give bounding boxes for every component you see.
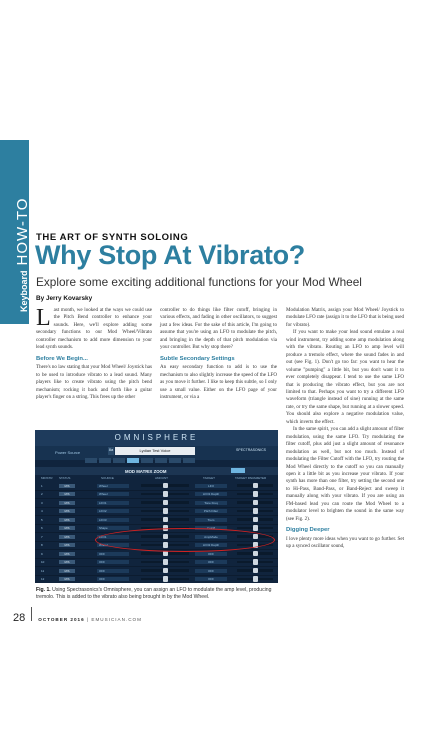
paragraph: Modulation Matrix, assign your Mod Wheel/ Joystick to modulate LFO rate (assign it to the LFO that is being used for vibrato). xyxy=(286,307,404,328)
mod-matrix-row xyxy=(35,482,278,491)
row-status-button[interactable]: M/S xyxy=(59,484,75,488)
row-status-button[interactable]: M/S xyxy=(59,560,75,564)
tab xyxy=(85,458,97,463)
paragraph xyxy=(36,307,152,352)
row-source-select[interactable]: LFO1 xyxy=(97,501,129,505)
row-target-select[interactable]: OFF xyxy=(195,569,227,573)
row-target-select[interactable]: Pitch Filter xyxy=(195,509,227,513)
body-column-1 xyxy=(36,307,152,401)
row-source-select[interactable]: LFO2 xyxy=(97,509,129,513)
row-number: 8 xyxy=(41,543,43,547)
amount-slider-handle[interactable] xyxy=(163,508,168,514)
row-source-select[interactable]: OFF xyxy=(97,569,129,573)
row-number: 4 xyxy=(41,509,43,513)
target-parameter-handle[interactable] xyxy=(253,500,258,506)
figure-caption xyxy=(36,587,280,601)
side-tab-section: HOW-TO xyxy=(14,197,31,266)
row-status-button[interactable]: M/S xyxy=(59,501,75,505)
column-header: TARGET xyxy=(203,476,215,480)
row-status-button[interactable]: M/S xyxy=(59,543,75,547)
tab xyxy=(113,458,125,463)
amount-slider-handle[interactable] xyxy=(163,576,168,582)
row-source-select[interactable]: OFF xyxy=(97,577,129,581)
row-target-select[interactable]: LFO xyxy=(195,484,227,488)
mod-matrix-column-headers xyxy=(35,475,278,481)
row-status-button[interactable]: M/S xyxy=(59,526,75,530)
amount-slider-handle[interactable] xyxy=(163,568,168,574)
mod-matrix-row xyxy=(35,491,278,500)
row-source-select[interactable]: OFF xyxy=(97,560,129,564)
article-byline: By Jerry Kovarsky xyxy=(36,295,93,302)
row-number: 12 xyxy=(41,577,45,581)
row-number: 11 xyxy=(41,568,45,573)
row-source-select[interactable]: Shape xyxy=(97,526,129,530)
target-parameter-handle[interactable] xyxy=(253,483,258,489)
row-status-button[interactable]: M/S xyxy=(59,577,75,581)
tab xyxy=(169,458,181,463)
target-parameter-handle[interactable] xyxy=(253,551,258,557)
row-number: 7 xyxy=(41,534,43,539)
page-tabs xyxy=(85,458,195,463)
page-number: 28 xyxy=(13,612,26,624)
row-status-button[interactable]: M/S xyxy=(59,569,75,573)
tab xyxy=(99,458,111,463)
target-parameter-handle[interactable] xyxy=(253,559,258,565)
caption-text: Using Spectrasonics's Omnisphere, you can assign an LFO to modulate the amp level, producing tremolo. This is added to the vibrato also being brought in by the Mod Wheel. xyxy=(36,587,272,600)
row-number: 9 xyxy=(41,551,43,556)
paragraph: I love plenty more ideas when you want to go further. Set up a synced oscillator sound, xyxy=(286,535,404,550)
app-brand: SPECTRASONICS xyxy=(236,448,266,452)
row-number: 2 xyxy=(41,492,43,496)
app-logo: OMNISPHERE xyxy=(114,433,199,442)
patch-number: 8a xyxy=(108,447,114,455)
row-number: 10 xyxy=(41,560,45,564)
tab xyxy=(141,458,153,463)
caption-label: Fig. 1. xyxy=(36,587,51,593)
mod-matrix-page-selector xyxy=(231,468,245,473)
row-target-select[interactable]: LFO2 Depth xyxy=(195,543,227,547)
row-number: 5 xyxy=(41,517,43,522)
body-column-3 xyxy=(286,307,404,551)
paragraph: If you want to make your lead sound emulate a real wind instrument, try adding some amp modulation along with the vibrato. Routing an LFO to amp level will produce a tremolo effect, where the sound fades in and out (see Fig. 1). Don't go too far: you want to hear the volume "pumping" a little bit, but you don't want it to ever completely disappear. I tend to use the same LFO that is producing the vibrato effect, but you are not limited to that. Perhaps you want to try a different LFO waveform (triangle instead of sine) running at the same rate, or try the same shape, but running at a slower speed. You should also explore a negative modulation value, which inverts the effect. xyxy=(286,329,404,425)
row-target-select[interactable]: LFO1 Depth xyxy=(195,492,227,496)
section-side-tab xyxy=(0,140,29,324)
article-deck: Explore some exciting additional functions for your Mod Wheel xyxy=(36,275,362,289)
row-source-select[interactable]: Wheel xyxy=(97,543,129,547)
target-parameter-handle[interactable] xyxy=(253,568,258,574)
column-header: TARGET PARAMETER xyxy=(235,476,267,480)
row-number: 1 xyxy=(41,483,43,488)
column-header: AMOUNT xyxy=(155,476,168,480)
paragraph: There's no law stating that your Mod Wheel/ Joystick has to be used to introduce vibrato to a lead sound. Many players like to create vibrato using the pitch bend mechanism; rocking it back and forth like a guitar player's finger on a string. This frees up the other xyxy=(36,364,152,400)
row-source-select[interactable]: LFO3 xyxy=(97,518,129,522)
article-headline: Why Stop At Vibrato? xyxy=(35,240,305,270)
target-parameter-handle[interactable] xyxy=(253,491,258,497)
row-number: 6 xyxy=(41,526,43,530)
target-parameter-handle[interactable] xyxy=(253,517,258,523)
target-parameter-handle[interactable] xyxy=(253,576,258,582)
row-source-select[interactable]: LFO1 xyxy=(97,535,129,539)
row-status-button[interactable]: M/S xyxy=(59,552,75,556)
site-url: EMUSICIAN.COM xyxy=(91,617,142,622)
paragraph: An easy secondary function to add is to use the mechanism to also slightly increase the speed of the LFO as you move it further. I like to keep this subtle, so I only use a small value. Either on the LFO page of your instrument, or via a xyxy=(160,364,277,400)
page-footer xyxy=(13,607,142,624)
figure-screenshot xyxy=(35,430,278,583)
column-header: STATUS xyxy=(59,476,71,480)
column-header: MIDSTR xyxy=(41,476,53,480)
row-target-select[interactable]: OFF xyxy=(195,560,227,564)
amount-slider-handle[interactable] xyxy=(163,559,168,565)
subhead: Subtle Secondary Settings xyxy=(160,355,235,362)
row-status-button[interactable]: M/S xyxy=(59,518,75,522)
tab xyxy=(183,458,195,463)
drop-cap: L xyxy=(36,305,51,331)
issue-date: OCTOBER 2016 xyxy=(38,617,85,622)
mod-matrix-row xyxy=(35,576,278,584)
mod-matrix-row xyxy=(35,508,278,517)
row-source-select[interactable]: Wheel xyxy=(97,492,129,496)
footer-divider xyxy=(31,607,32,621)
mod-matrix-title: MOD MATRIX ZOOM xyxy=(125,468,167,474)
column-header: SOURCE xyxy=(101,476,114,480)
row-status-button[interactable]: M/S xyxy=(59,492,75,496)
row-target-select[interactable]: Tone Freq xyxy=(195,501,227,505)
mod-matrix-row xyxy=(35,567,278,576)
subhead: Digging Deeper xyxy=(286,527,330,534)
target-parameter-handle[interactable] xyxy=(253,525,258,531)
side-tab-text xyxy=(14,198,31,312)
tab-active xyxy=(127,458,139,463)
row-target-select[interactable]: OFF xyxy=(195,552,227,556)
subhead: Before We Begin... xyxy=(36,355,88,362)
patch-label: Power Source xyxy=(55,450,81,455)
mod-matrix-row xyxy=(35,559,278,568)
row-number: 3 xyxy=(41,500,43,505)
target-parameter-handle[interactable] xyxy=(253,508,258,514)
amount-slider-handle[interactable] xyxy=(163,491,168,497)
row-target-select[interactable]: Trem xyxy=(195,518,227,522)
row-target-select[interactable]: OFF xyxy=(195,577,227,581)
body-column-2 xyxy=(160,307,277,401)
side-tab-brand: Keyboard xyxy=(19,270,29,312)
row-status-button[interactable]: M/S xyxy=(59,509,75,513)
row-source-select[interactable]: Wheel xyxy=(97,484,129,488)
mod-matrix-row xyxy=(35,499,278,508)
highlight-ring xyxy=(95,528,275,552)
tab xyxy=(155,458,167,463)
row-status-button[interactable]: M/S xyxy=(59,535,75,539)
row-target-select[interactable]: AmpMode xyxy=(195,535,227,539)
paragraph: controller to do things like filter cutoff, bringing in various effects, and fading in other oscillators, to suggest just a few ideas. For the sake of this article, I'm going to assume that you're using an LFO to modulate the pitch, and bringing in the depth of that pitch modulation via your controller. But why stop there? xyxy=(160,307,277,351)
paragraph-text: ast month, we looked at the ways we could use the Pitch Bend controller to enhance your sounds. Here, we'll explore adding some secondary functions to our Mod Wheel/Vibrato controller mechanism to add more dimension to your lead synth sounds. xyxy=(36,307,152,351)
footer-text: OCTOBER 2016 | EMUSICIAN.COM xyxy=(38,617,142,622)
amount-slider-handle[interactable] xyxy=(163,483,168,489)
mod-matrix-row xyxy=(35,516,278,525)
patch-name: Lydian Test Voice xyxy=(115,447,195,455)
amount-slider-handle[interactable] xyxy=(163,517,168,523)
row-target-select[interactable]: Cutoff xyxy=(195,526,227,530)
article-kicker: THE ART OF SYNTH SOLOING xyxy=(36,232,189,243)
amount-slider-handle[interactable] xyxy=(163,500,168,506)
paragraph: In the same spirit, you can add a slight amount of filter modulation, using the same LFO. Try modulating the filter cutoff, plus add just a slight amount of resonance modulation as well, but not too much. Instead of modulating the Filter Cutoff with the LFO, try routing the Mod Wheel directly to the cutoff so you can manually open it a little bit as you increase your vibrato. If your synth has more than one filter, try setting the second one to Hi-Pass, Band-Pass, or Band-Reject and sweep it manually along with your vibrato. If you are using an FM-based lead you can route the Mod Wheel to a modulator level to brighten the sound in the same way (see Fig. 2). xyxy=(286,426,404,522)
row-source-select[interactable]: OFF xyxy=(97,552,129,556)
